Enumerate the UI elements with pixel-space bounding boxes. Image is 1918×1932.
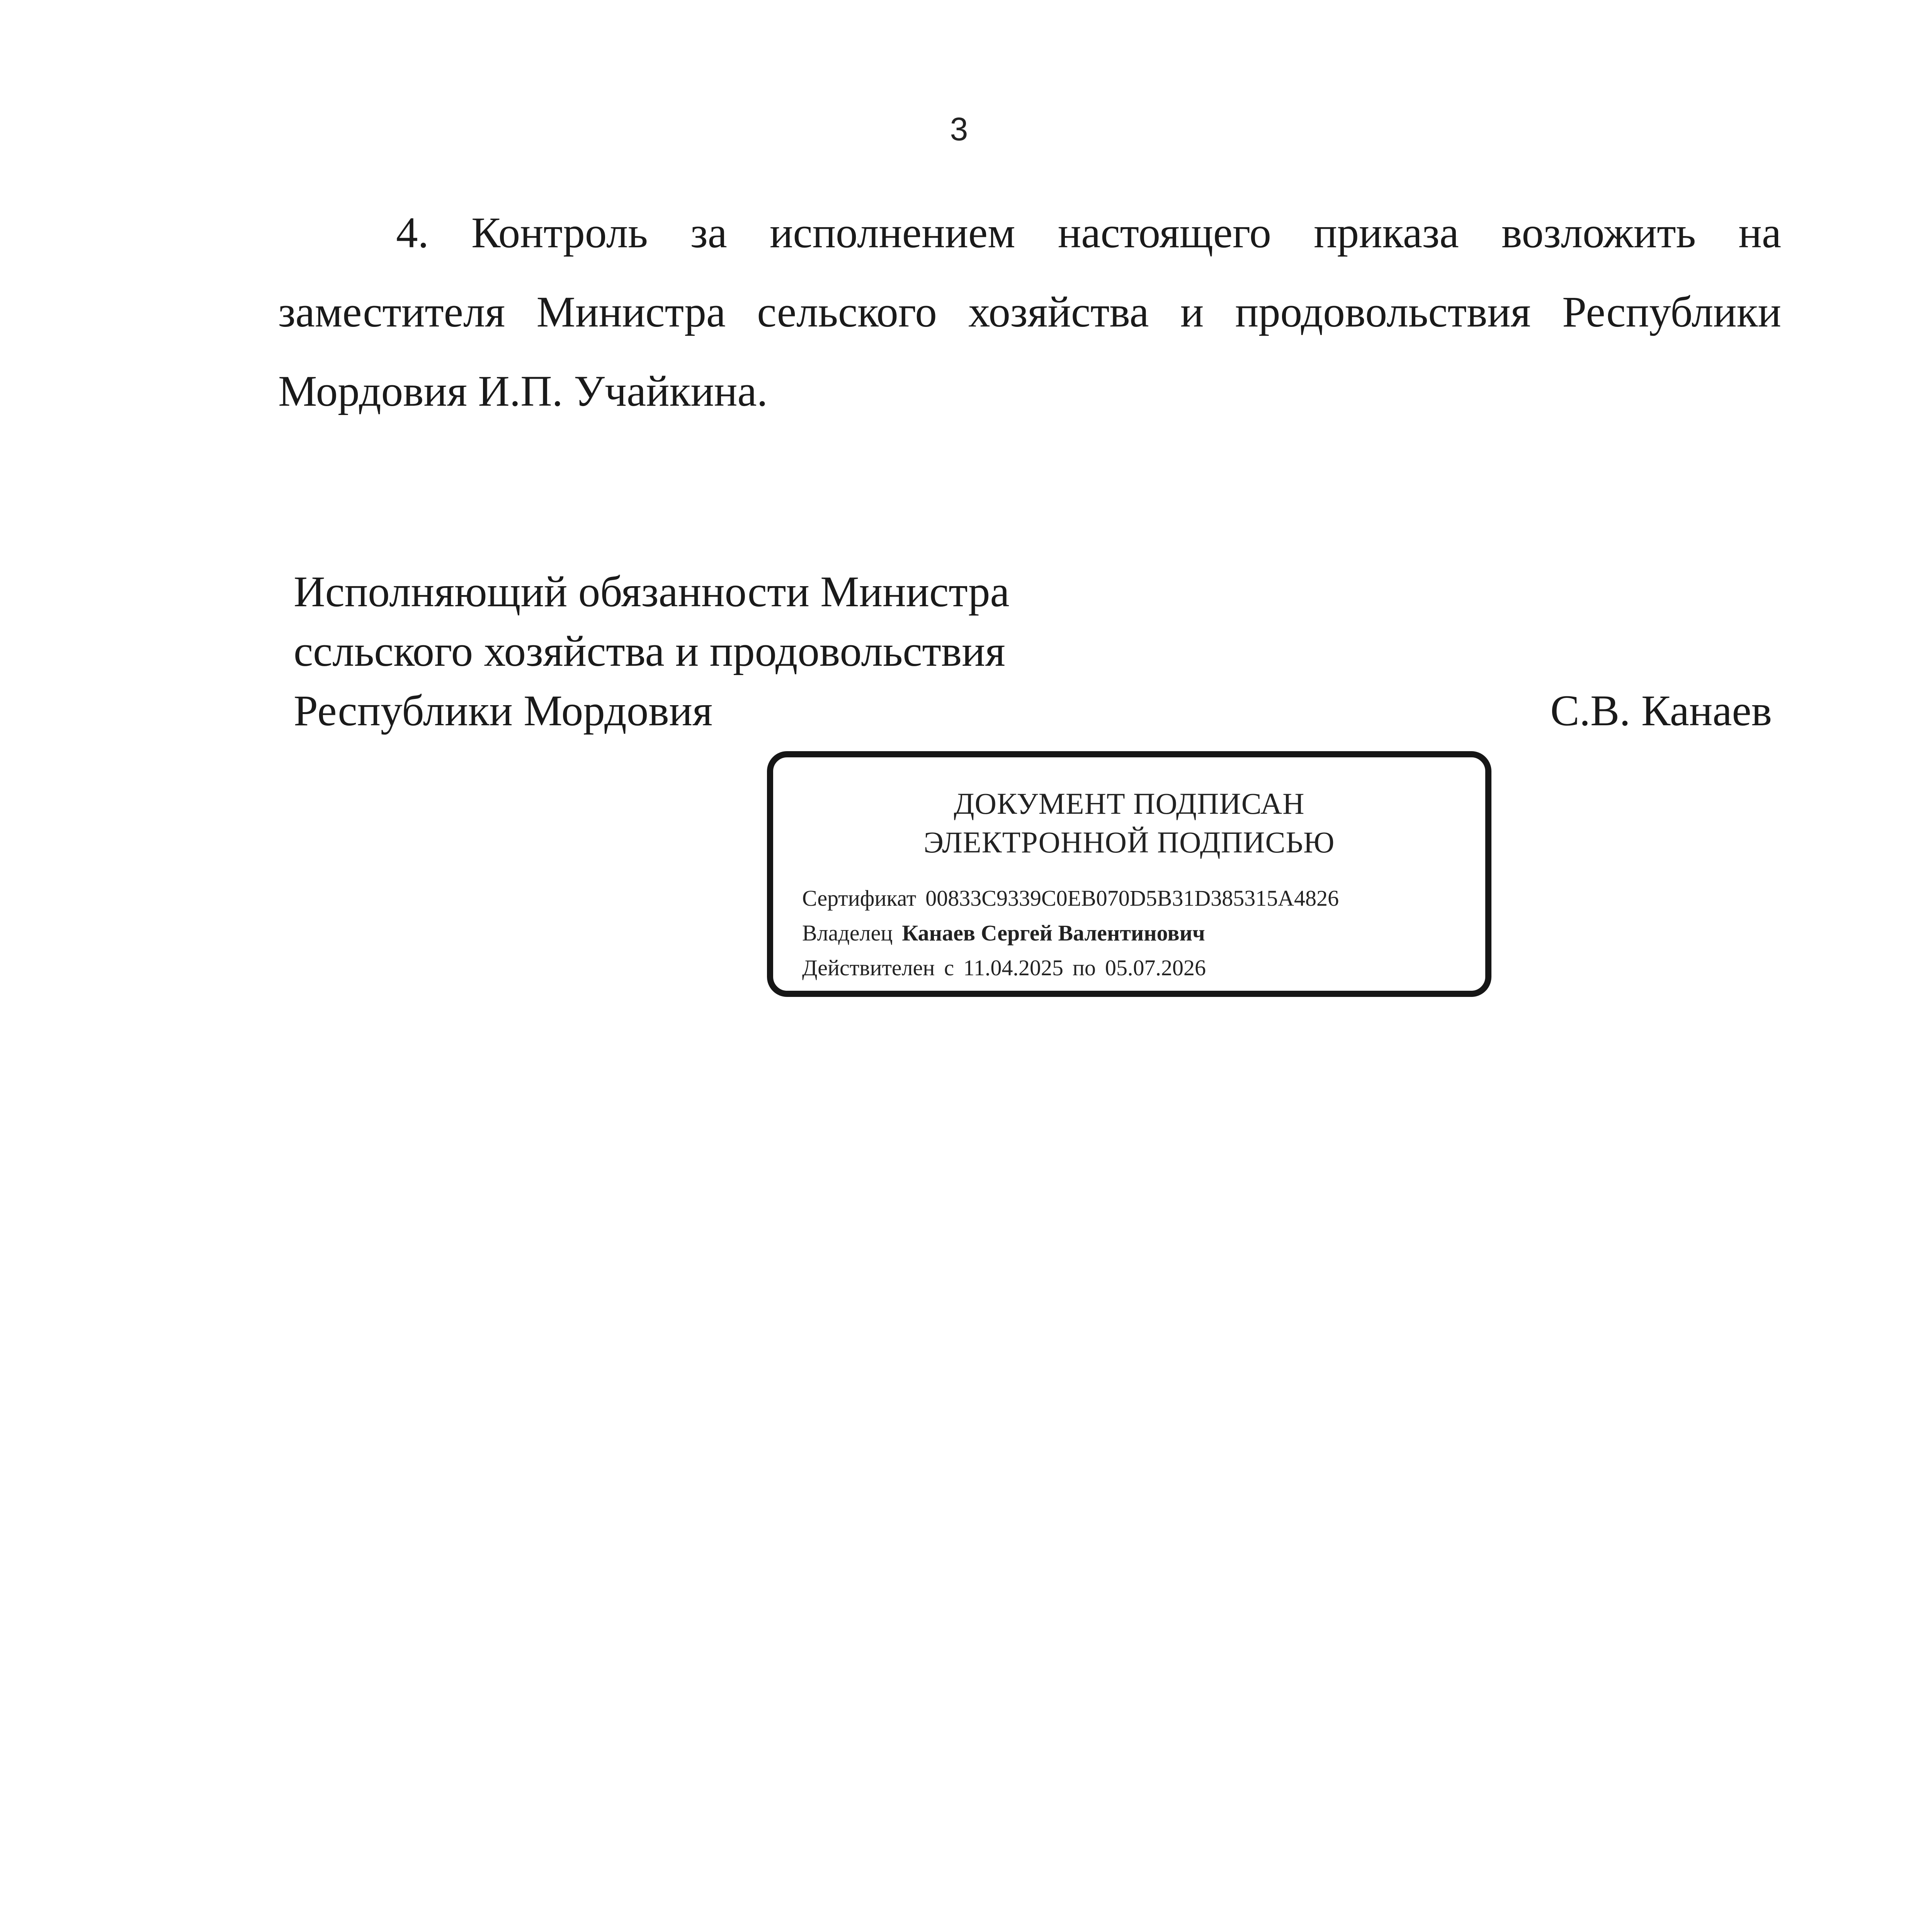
valid-from-date: 11.04.2025: [963, 955, 1063, 980]
certificate-label: Сертификат: [802, 886, 916, 911]
stamp-title: [773, 784, 1485, 862]
signatory-name: С.В. Канаев: [1550, 687, 1772, 735]
electronic-signature-stamp: [767, 751, 1491, 997]
valid-from-label: с: [944, 955, 954, 980]
valid-to-label: по: [1073, 955, 1096, 980]
stamp-title-line: ЭЛЕКТРОННОЙ ПОДПИСЬЮ: [923, 825, 1335, 859]
stamp-validity-row: [802, 954, 1206, 981]
valid-to-date: 05.07.2026: [1105, 955, 1206, 980]
signatory-position-line: ссльского хозяйства и продовольствия: [294, 627, 1005, 675]
order-paragraph-4: 4. Контроль за исполнением настоящего приказа возложить на заместителя Министра сельского хозяйства и продовольствия Республики Мордовия И.П. Учайкина.: [278, 209, 1781, 415]
stamp-certificate-row: [802, 885, 1339, 912]
certificate-value: 00833C9339C0EB070D5B31D385315A4826: [925, 886, 1339, 911]
signatory-position-line: Республики Мордовия: [294, 687, 713, 735]
signatory-position-line: Исполняющий обязанности Министра: [294, 568, 1010, 616]
owner-value: Канаев Сергей Валентинович: [902, 920, 1205, 946]
stamp-owner-row: [802, 920, 1205, 947]
stamp-title-line: ДОКУМЕНТ ПОДПИСАН: [954, 787, 1305, 820]
valid-label: Действителен: [802, 955, 935, 980]
signatory-position: [294, 562, 1010, 741]
page-number: 3: [950, 111, 968, 147]
owner-label: Владелец: [802, 920, 893, 946]
